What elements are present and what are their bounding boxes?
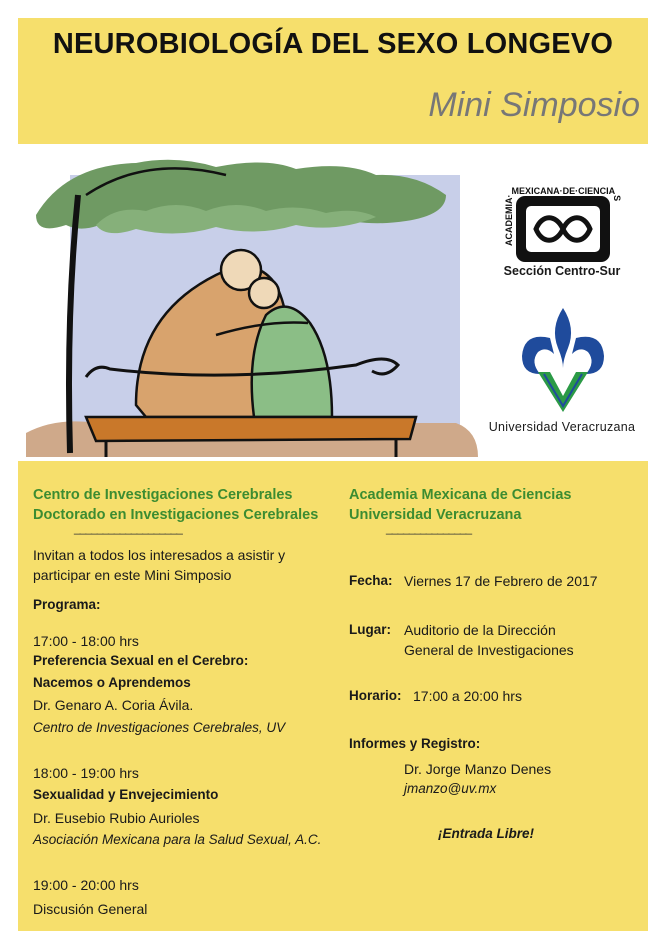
- lugar-value-line2: General de Investigaciones: [404, 642, 574, 658]
- session2-affiliation: Asociación Mexicana para la Salud Sexual, A.C.: [33, 832, 322, 847]
- fecha-value: Viernes 17 de Febrero de 2017: [404, 573, 598, 589]
- session1-title-line2: Nacemos o Aprendemos: [33, 675, 191, 690]
- left-org-line1: Centro de Investigaciones Cerebrales: [33, 487, 293, 503]
- session2-speaker: Dr. Eusebio Rubio Aurioles: [33, 810, 200, 826]
- invite-line1: Invitan a todos los interesados a asistir y: [33, 547, 286, 563]
- informes-label: Informes y Registro:: [349, 736, 481, 751]
- amc-ring-text: ACADEMIA·MEXICANA·DE·CIENCIAS: [504, 186, 622, 246]
- invite-line2: participar en este Mini Simposio: [33, 567, 232, 583]
- event-title: NEUROBIOLOGÍA DEL SEXO LONGEVO: [52, 28, 614, 60]
- amc-caption: Sección Centro-Sur: [503, 264, 621, 278]
- horario-value: 17:00 a 20:00 hrs: [413, 688, 522, 704]
- uv-caption: Universidad Veracruzana: [488, 420, 636, 434]
- contact-email[interactable]: jmanzo@uv.mx: [404, 781, 497, 796]
- right-divider: _______________: [386, 521, 472, 535]
- event-subtitle: Mini Simposio: [428, 86, 640, 124]
- session1-affiliation: Centro de Investigaciones Cerebrales, UV: [33, 720, 286, 735]
- info-panel: [18, 461, 648, 931]
- contact-name: Dr. Jorge Manzo Denes: [404, 761, 552, 777]
- left-divider: ___________________: [74, 521, 182, 535]
- fecha-label: Fecha:: [349, 573, 393, 588]
- program-label: Programa:: [33, 597, 101, 612]
- header-banner: [18, 18, 648, 144]
- left-org-line2: Doctorado en Investigaciones Cerebrales: [33, 507, 319, 523]
- uv-logo: [520, 308, 606, 418]
- session2-title: Sexualidad y Envejecimiento: [33, 787, 219, 802]
- session1-time: 17:00 - 18:00 hrs: [33, 633, 139, 649]
- right-org-line2: Universidad Veracruzana: [349, 507, 522, 523]
- elderly-couple-bench-illustration: [26, 155, 478, 457]
- session3-title: Discusión General: [33, 901, 148, 917]
- entrada-libre: ¡Entrada Libre!: [438, 826, 535, 841]
- lugar-label: Lugar:: [349, 622, 391, 637]
- session1-speaker: Dr. Genaro A. Coria Ávila.: [33, 697, 194, 713]
- session1-title-line1: Preferencia Sexual en el Cerebro:: [33, 653, 249, 668]
- lugar-value-line1: Auditorio de la Dirección: [404, 622, 556, 638]
- session2-time: 18:00 - 19:00 hrs: [33, 765, 139, 781]
- horario-label: Horario:: [349, 688, 402, 703]
- session3-time: 19:00 - 20:00 hrs: [33, 877, 139, 893]
- right-org-line1: Academia Mexicana de Ciencias: [349, 487, 572, 503]
